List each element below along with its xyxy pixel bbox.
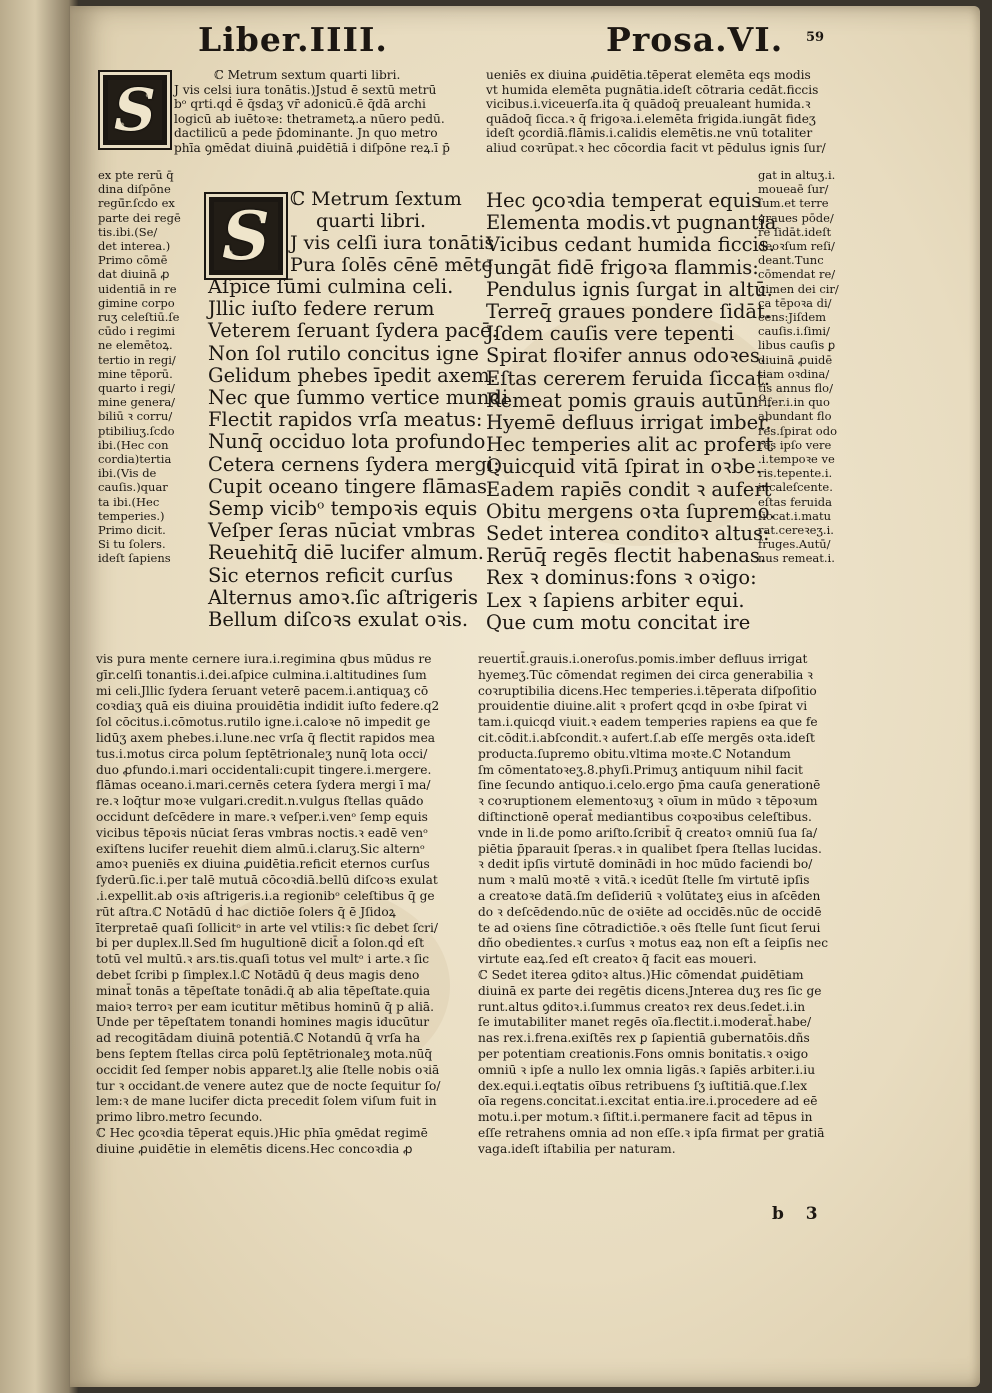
text-line: bᵒ qrti.qḋ ē q̄sdaʒ vr̄ adonicū.ē q̄dā archi xyxy=(174,97,426,112)
gloss-line: uidentiā in re xyxy=(98,281,177,296)
text-line: logicū ab iuētoꝛe: thetrametꝝ.a nūero pedū. xyxy=(174,111,445,126)
text-line: ℂ Sedet iterea ꝯditoꝛ altus.)Hic cōmendat ꝓuidētiam xyxy=(478,967,804,982)
text-line: diſtinctionē operat̄ mediantibus coꝛpoꝛibus celeſtibus. xyxy=(478,809,812,824)
gloss-line: abundant flo xyxy=(758,409,832,424)
verse-line: Eadem rapiēs condit ꝛ aufert xyxy=(486,477,772,501)
text-line: cit.cōdit.i.abſcondit.ꝛ aufert.ſ.ab eſſe mergēs oꝛta.ideſt xyxy=(478,730,815,745)
text-line: debet ſcribi p ſimplex.l.ℂ Notādū q̄ deus magis deno xyxy=(96,967,420,982)
gloss-line: cōmendat re/ xyxy=(758,267,836,282)
verse-line: Semp vicibᵒ tempoꝛis equis xyxy=(208,497,478,521)
verse-line: Hyemē defluus irrigat imber. xyxy=(486,411,772,435)
verse-line: Nunq̄ occiduo lota profundo xyxy=(208,430,486,454)
folio-number: 59 xyxy=(806,30,825,45)
gloss-line: tiam oꝛdina/ xyxy=(758,366,830,381)
verse-line: Rerūq̄ regēs flectit habenas. xyxy=(486,544,767,568)
verse-line: Rex ꝛ dominus:fons ꝛ oꝛigo: xyxy=(486,566,757,590)
text-line: oīa regens.concitat.i.excitat entia.ire.i.procedere ad eē xyxy=(478,1094,818,1109)
verse-line: Hec ꝯcoꝛdia temperat equis xyxy=(486,189,762,212)
text-line: flāmas oceano.i.mari.cernēs cetera ſydera mergi ī ma/ xyxy=(96,778,431,793)
verse-line: Sedet interea conditoꝛ altus: xyxy=(486,522,770,546)
verse-line: Non ſol rutilo concitus igne xyxy=(208,341,479,365)
gloss-line: moueaē ſur/ xyxy=(758,182,829,197)
text-line: vis pura mente cernere iura.i.regimina qbus mūdus re xyxy=(96,652,432,666)
text-line: do ꝛ deſcēdendo.nūc de oꝛiēte ad occidēs.nūc de occidē xyxy=(478,904,822,919)
gloss-line: gimine corpo xyxy=(98,295,175,310)
verse-line: Alternus amoꝛ.ſic aſtrigeris xyxy=(208,585,479,609)
verse-line: Nec que ſummo vertice mundi xyxy=(208,386,509,410)
verse-line: Cupit oceano tingere flāmas. xyxy=(208,474,494,498)
verse-line: Reuehitq̄ diē lucifer almum. xyxy=(208,541,484,565)
verse-line: Jllic iuſto federe rerum xyxy=(208,297,435,321)
text-line: motu.i.per motum.ꝛ ſiſtit.i.permanere facit ad tēpus in xyxy=(478,1110,813,1125)
text-line: quādoq̄ ſicca.ꝛ q̄ frigoꝛa.i.elemēta frigida.iungāt fideʒ xyxy=(486,111,816,126)
text-line: īterpretaē quaſi ſollicitᵒ in arte vel vtilis:ꝛ ſic debet ſcri/ xyxy=(96,920,438,935)
gloss-line: cūdo i regimi xyxy=(98,324,176,339)
verse-line: Terreq̄ graues pondere ſidāt. xyxy=(486,300,772,324)
text-line: eſſe retrahens omnia ad non eſſe.ꝛ ipſa firmat per gratiā xyxy=(478,1125,825,1140)
text-line: diuinā ex parte dei regētis dicens.Jnterea duʒ res ſic ge xyxy=(478,983,822,998)
text-line: virtute eaꝝ.ſed eſt creatoꝛ q̄ facit eas moueri. xyxy=(478,952,757,967)
initial-letter: S xyxy=(222,197,270,275)
gloss-line: ideſt ſapiens xyxy=(98,551,171,566)
verse-line: Sic eternos reficit curſus xyxy=(208,563,454,587)
text-line: amoꝛ pueniēs ex diuina ꝓuidētia.reficit eternos curſus xyxy=(96,857,430,872)
verse-line: Obitu mergens oꝛta ſupremo. xyxy=(486,499,776,523)
text-line: Unde per tēpeſtatem tonandi homines magis iducūtur xyxy=(96,1015,430,1030)
gloss-line: cens:Jiſdem xyxy=(758,310,827,325)
text-line: coꝛruptibilia dicens.Hec temperies.i.tēperata diſpoſitio xyxy=(478,683,817,698)
gloss-line: biliū ꝛ corru/ xyxy=(98,409,173,424)
text-line: a creatoꝛe datā.ſm deſideriū ꝛ volūtateʒ eius in aſcēden xyxy=(478,888,821,903)
gloss-line: cauſis.i.ſimi/ xyxy=(758,324,830,339)
gloss-line: diuinā ꝓuidē xyxy=(758,352,833,367)
text-line: occidunt deſcēdere in mare.ꝛ veſper.i.venᵒ ſemp equis xyxy=(96,809,428,824)
verse-line: Hec temperies alit ac profert xyxy=(486,433,774,457)
gloss-line: rifer.i.in quo xyxy=(758,395,830,410)
gloss-line: deoꝛſum reſi/ xyxy=(758,239,835,254)
text-line: rūt aſtra.ℂ Notādū ḋ hac dictiōe ſolers q̄ ē Jſidoꝝ xyxy=(96,904,396,919)
gloss-line: tertio in regi/ xyxy=(98,352,176,367)
text-line: exiſtens lucifer reuehit diem almū.i.claruʒ.Sic alternᵒ xyxy=(96,841,425,856)
top-commentary xyxy=(174,68,486,156)
text-line: lem:ꝛ de mane lucifer dicta precedit ſolem viſum fuit in xyxy=(96,1094,437,1109)
gloss-line: nus remeat.i. xyxy=(758,551,835,566)
text-line: ideſt ꝯcordiā.flāmis.i.calidis elemētis.ne vnū totaliter xyxy=(486,126,813,141)
gloss-line: deant.Tunc xyxy=(758,253,824,268)
gloss-line: det interea.) xyxy=(98,239,171,254)
text-line: ꝛ coꝛruptionem elementoꝛuʒ ꝛ oīum in mūdo ꝛ tēpoꝛum xyxy=(478,794,818,809)
text-line: lidūʒ axem phebes.i.lune.nec vrſa q̄ flectit rapidos mea xyxy=(96,730,436,745)
text-line: vaga.ideſt iſtabilia per naturam. xyxy=(478,1141,676,1156)
gloss-line: .i.tempoꝛe ve xyxy=(758,452,835,467)
bottom-left-commentary xyxy=(96,652,466,1158)
gloss-line: ibi.(Hec con xyxy=(98,437,169,452)
text-line: totū vel multū.ꝛ ars.tis.quaſi totus vel multᵒ i arte.ꝛ ſic xyxy=(96,952,430,967)
text-line: ueniēs ex diuina ꝓuidētia.tēperat elemēta eqs modis xyxy=(486,68,811,82)
facing-page-edge xyxy=(0,0,78,1393)
text-line: piētia p̄parauit ſperas.ꝛ in qualibet ſpera ſtellas lucidas. xyxy=(478,841,822,856)
text-line: vt humida elemēta pugnātia.ideſt cōtraria cedāt.ficcis xyxy=(486,82,819,97)
gloss-line: graues pōde/ xyxy=(758,210,834,225)
gloss-line: rat.cereꝛeʒ.i. xyxy=(758,523,834,538)
gloss-line: res ipſo vere xyxy=(758,437,832,452)
verse-line: Quicquid vitā ſpirat in oꝛbe. xyxy=(486,455,762,479)
text-line: hyemeʒ.Tūc cōmendat regimen dei circa generabilia ꝛ xyxy=(478,667,813,682)
signature-mark: b 3 xyxy=(772,1204,826,1224)
text-line: te ad oꝛiens ſine cōtradictiōe.ꝛ oēs ſtelle ſunt ſicut ſerui xyxy=(478,920,821,935)
text-line: omniū ꝛ ipſe a nullo lex omnia ligās.ꝛ ſapiēs arbiter.i.iu xyxy=(478,1062,816,1077)
gloss-line: parte dei regē xyxy=(98,210,181,225)
gloss-line: ne elemētoꝝ. xyxy=(98,338,173,353)
text-line: ſm cōmentatoꝛeʒ.8.phyſi.Primuʒ antiquum nihil facit xyxy=(478,762,803,777)
text-line: maioꝛ terroꝛ per eam icutitur mētibus hominū q̄ p aliā. xyxy=(96,999,435,1014)
verse-line: Jſdem cauſis vere tepenti xyxy=(486,322,735,346)
gloss-line: cordia)tertia xyxy=(98,452,172,467)
gloss-line: gimen dei cir/ xyxy=(758,281,839,296)
text-line: bi per duplex.ll.Sed ſm hugultionē dicit̄ a ſolon.qḋ eſt xyxy=(96,936,425,951)
verse-right xyxy=(486,189,777,634)
decorated-initial-small xyxy=(98,70,172,150)
text-line: vnde in li.de pomo ariſto.ſcribit̄ q̄ creatoꝛ omniū ſua ſa/ xyxy=(478,825,818,840)
text-line: vicibus tēpoꝛis nūciat ſeras vmbras noctis.ꝛ eadē venᵒ xyxy=(96,825,428,840)
left-margin-gloss xyxy=(98,168,194,566)
verse-line: Vicibus cedant humida ficcis. xyxy=(486,233,775,257)
verse-line: Eſtas cererem feruida ſiccat. xyxy=(486,366,771,390)
text-line: diuine ꝓuidētie in elemētis dicens.Hec concoꝛdia ꝓ xyxy=(96,1141,413,1156)
text-line: prouidentie diuine.alit ꝛ profert qcqd in oꝛbe ſpirat vi xyxy=(478,699,808,714)
gloss-line: tis.ibi.(Se/ xyxy=(98,224,158,239)
text-line: ſe imutabiliter manet regēs oīa.flectit.i.moderat̄.habe/ xyxy=(478,1015,812,1030)
bottom-right-commentary xyxy=(478,652,852,1158)
verse-line: Elementa modis.vt pugnantia xyxy=(486,211,777,235)
verse-line: Jungāt fidē frigoꝛa flammis: xyxy=(486,255,759,279)
verse-line: Lex ꝛ ſapiens arbiter equi. xyxy=(486,588,745,612)
gloss-line: dat diuinā ꝓ xyxy=(98,267,170,282)
running-header-section: Prosa.VI. xyxy=(606,20,784,59)
text-line: dactilicū a pede p̄dominante. Jn quo metro xyxy=(174,126,438,141)
gloss-line: tis annus flo/ xyxy=(758,381,833,396)
gloss-line: eſtas feruida xyxy=(758,494,832,509)
gloss-line: Si tu ſolers. xyxy=(98,537,166,552)
text-line: duo ꝓfundo.i.mari occidentali:cupit tingere.i.mergere. xyxy=(96,762,432,777)
running-header-book: Liber.IIII. xyxy=(198,20,388,59)
gloss-line: ta ibi.(Hec xyxy=(98,494,160,509)
text-line: ℂ Hec ꝯcoꝛdia tēperat equis.)Hic phīa ꝯmēdat regimē xyxy=(96,1125,428,1140)
verse-title-line: J vis celſi iura tonātis xyxy=(290,232,495,254)
verse-line: Pendulus ignis ſurgat in altū. xyxy=(486,277,773,301)
text-line: tur ꝛ occidant.de venere autez que de nocte ſequitur ſo/ xyxy=(96,1078,441,1093)
gloss-line: gat in altuʒ.i. xyxy=(758,168,836,182)
text-line: occidit ſed ſemper nobis apparet.lʒ alie ſtelle nobis oꝛiā xyxy=(96,1062,440,1077)
text-line: mi celi.Jllic ſydera ſeruant veterē pacem.i.antiquaʒ cō xyxy=(96,683,429,698)
text-line: nas rex.i.frena.exiſtēs rex ꝑ ſapientiā gubernatōis.dñs xyxy=(478,1031,810,1046)
text-line: runt.altus ꝯditoꝛ.i.ſummus creatoꝛ rex deus.ſedet.i.in xyxy=(478,999,806,1014)
gloss-line: mine genera/ xyxy=(98,395,176,410)
gloss-line: res.ſpirat odo xyxy=(758,423,837,438)
text-line: per potentiam creationis.Fons omnis bonitatis.ꝛ oꝛigo xyxy=(478,1046,809,1061)
text-line: ſol cōcitus.i.cōmotus.rutilo igne.i.caloꝛe nō impedit ge xyxy=(96,715,431,730)
gloss-line: ca tēpoꝛa di/ xyxy=(758,295,832,310)
verse-line: Remeat pomis grauis autūnᵒ. xyxy=(486,388,773,412)
verse-line: Bellum diſcoꝛs exulat oꝛis. xyxy=(208,608,469,632)
gloss-line: libus cauſis ꝑ xyxy=(758,338,836,353)
decorated-initial-large xyxy=(204,192,288,280)
text-line: ad recogitādam diuinā potentiā.ℂ Notandū q̄ vrſa ha xyxy=(96,1031,421,1046)
text-line: dex.equi.i.eqtatis oībus retribuens ſʒ iuſtitiā.que.ſ.lex xyxy=(478,1078,808,1093)
verse-line: Veterem ſeruant ſydera pacē. xyxy=(208,319,498,343)
text-line: bens ſeptem ſtellas circa polū ſeptētrionaleʒ mota.nūq̄ xyxy=(96,1046,433,1061)
text-line: coꝛdiaʒ quā eis diuina prouidētia indidit iuſto federe.q2 xyxy=(96,699,440,714)
text-line: num ꝛ malū moꝛtē ꝛ vitā.ꝛ icedūt ſtelle ſm virtutē ipſis xyxy=(478,873,810,888)
gloss-line: incaleſcente. xyxy=(758,480,833,495)
gloss-line: dina diſpōne xyxy=(98,182,171,197)
text-line: ℂ Metrum sextum quarti libri. xyxy=(214,68,401,82)
gloss-line: temperies.) xyxy=(98,508,165,523)
text-line: gīr.celſi tonantis.i.dei.aſpice culmina.i.altitudines ſum xyxy=(96,667,427,682)
verse-line: Cetera cernens ſydera mergi: xyxy=(208,452,500,476)
gloss-line: ruʒ celeſtiū.ſe xyxy=(98,310,180,325)
gloss-line: ibi.(Vis de xyxy=(98,466,157,481)
gloss-line: regū̄r.ſcdo ex xyxy=(98,196,175,211)
verse-line: Spirat floꝛifer annus odoꝛes. xyxy=(486,344,767,368)
text-line: tus.i.motus circa polum ſeptētrionaleʒ nunq̄ lota occi/ xyxy=(96,746,428,761)
gloss-line: quarto i regi/ xyxy=(98,381,175,396)
text-line: primo libro.metro ſecundo. xyxy=(96,1110,263,1125)
text-line: reuertit̄.grauis.i.oneroſus.pomis.imber defluus irrigat xyxy=(478,652,808,666)
text-line: J vis celsi iura tonātis.)Jstud ē sextū metrū xyxy=(174,82,437,97)
gloss-line: ex pte rerū q̄ xyxy=(98,168,174,182)
text-line: aliud coꝛrūpat.ꝛ hec cōcordia facit vt pēdulus ignis ſur/ xyxy=(486,140,826,155)
initial-letter: S xyxy=(114,76,156,144)
gloss-line: mine tēporū. xyxy=(98,366,173,381)
gloss-line: ſiccat.i.matu xyxy=(758,508,832,523)
gloss-line: ris.tepente.i. xyxy=(758,466,833,481)
verse-title-line: quarti libri. xyxy=(316,210,427,232)
gloss-line: Primo dicit. xyxy=(98,523,166,538)
text-line: ꝛ dedit ipſis virtutē dominādi in hoc mūdo faciendi bo/ xyxy=(478,857,813,872)
text-line: minat̄ tonās a tēpeſtate tonādi.q̄ ab alia tēpeſtate.quia xyxy=(96,983,431,998)
text-line: .i.expellit.ab oꝛis aſtrigeris.i.a regionibᵒ celeſtibus q̄ ge xyxy=(96,888,435,903)
gloss-line: ſum.et terre xyxy=(758,196,829,211)
text-line: producta.ſupremo obitu.vltima moꝛte.ℂ Notandum xyxy=(478,746,791,761)
text-line: dño obedientes.ꝛ curſus ꝛ motus eaꝝ non eſt a ſeipſis nec xyxy=(478,936,829,951)
verse-title-line: ℂ Metrum ſextum xyxy=(290,188,462,210)
text-line: ſine ſecundo antiquo.i.celo.ergo p̄ma cauſa generationē xyxy=(478,778,821,793)
text-line: phīa ꝯmēdat diuinā ꝓuidētiā i diſpōne reꝝ.ī p̄ xyxy=(174,140,450,155)
verse-line: Que cum motu concitat ire xyxy=(486,610,751,634)
gloss-line: fruges.Autū/ xyxy=(758,537,831,552)
text-line: ſyderū.ſic.i.per talē mutuā cōcoꝛdiā.bellū diſcoꝛs exulat xyxy=(96,873,438,888)
gloss-line: re ſidāt.ideſt xyxy=(758,224,832,239)
text-line: vicibus.i.viceuerſa.ita q̄ quādoq̄ preualeant humida.ꝛ xyxy=(486,97,811,112)
gloss-line: cauſis.)quar xyxy=(98,480,168,495)
verse-line: Veſper ſeras nūciat vmbras xyxy=(208,519,476,543)
top-right-commentary xyxy=(486,68,858,156)
verse-title-line: Pura ſolēs cēnē mēte xyxy=(290,254,493,276)
gloss-line: ptibiliuʒ.ſcdo xyxy=(98,423,175,438)
gloss-line: Primo cōmē xyxy=(98,253,168,268)
right-margin-gloss xyxy=(758,168,854,566)
text-line: re.ꝛ loq̄tur moꝛe vulgari.credit.n.vulgus ſtellas quādo xyxy=(96,794,424,809)
text-line: tam.i.quicqd viuit.ꝛ eadem temperies rapiens ea que fe xyxy=(478,715,818,730)
verse-left-title xyxy=(290,188,495,276)
verse-line: Flectit rapidos vrſa meatus: xyxy=(208,408,483,432)
verse-line: Aſpice ſūmi culmina celi. xyxy=(208,275,454,298)
verse-left xyxy=(208,275,509,632)
verse-line: Gelidum phebes īpedit axem. xyxy=(208,363,496,387)
